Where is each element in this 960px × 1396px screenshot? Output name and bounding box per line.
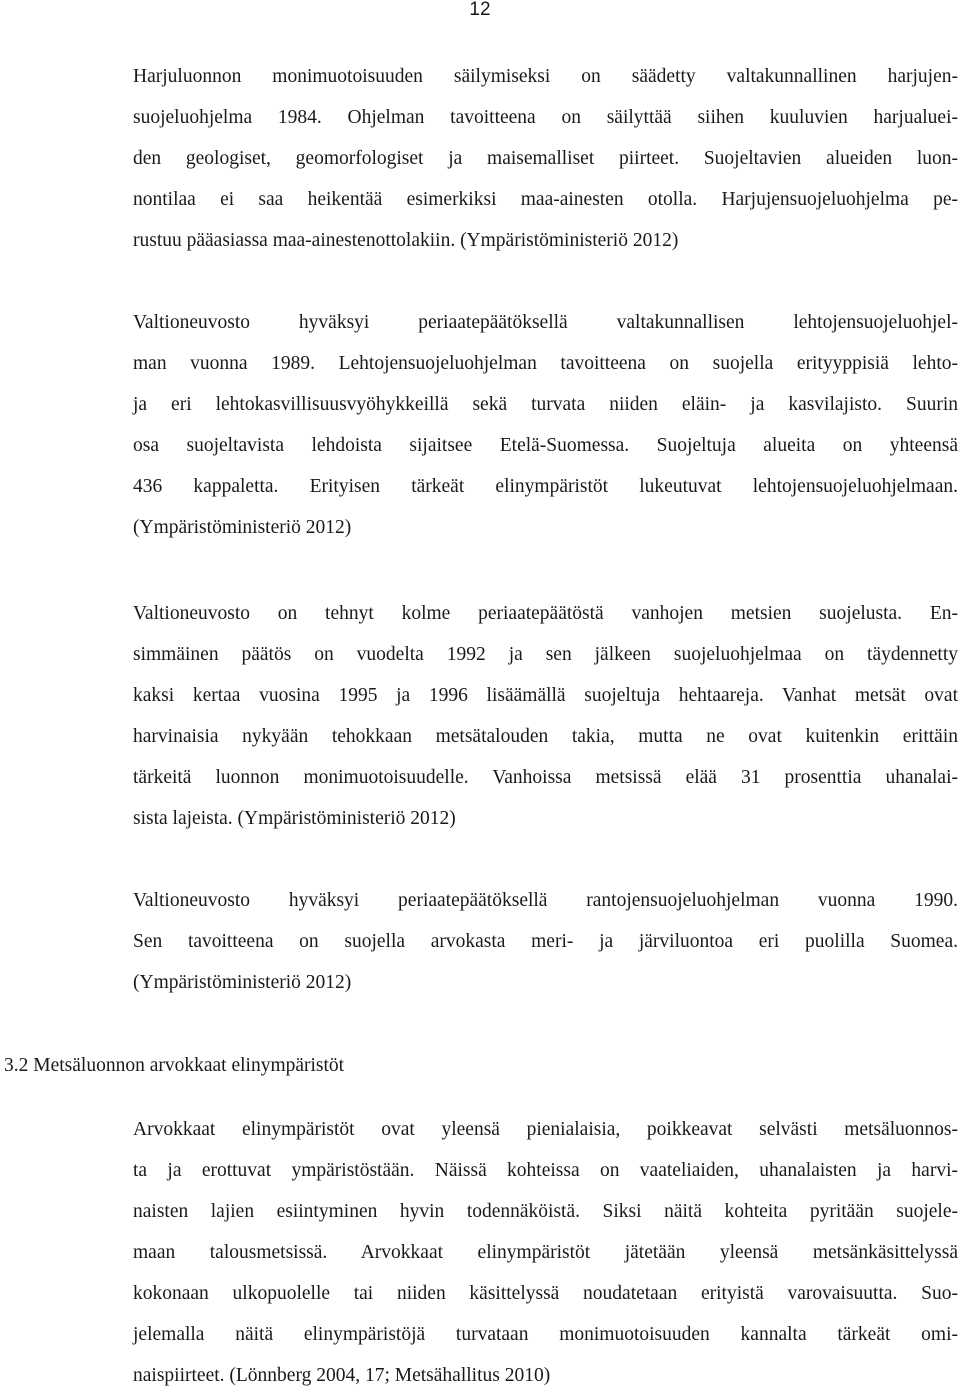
text-line: suojeluohjelma 1984. Ohjelman tavoitteena on säilyttää siihen kuuluvien harjualuei- bbox=[133, 107, 958, 128]
text-line: man vuonna 1989. Lehtojensuojeluohjelman tavoitteena on suojella erityyppisiä lehto- bbox=[133, 353, 958, 374]
paragraph-arvokkaat-elinymparistot bbox=[133, 1109, 958, 1396]
text-line: harvinaisia nykyään tehokkaan metsätalouden takia, mutta ne ovat kuitenkin erittäin bbox=[133, 726, 958, 747]
text-line: kokonaan ulkopuolelle tai niiden käsittelyssä noudatetaan erityistä varovaisuutta. Suo- bbox=[133, 1283, 958, 1304]
text-line: jelemalla näitä elinympäristöjä turvataan monimuotoisuuden kannalta tärkeät omi- bbox=[133, 1324, 958, 1345]
paragraph-harjujensuojeluohjelma bbox=[133, 56, 958, 261]
text-line: (Ympäristöministeriö 2012) bbox=[133, 972, 352, 993]
text-line: maan talousmetsissä. Arvokkaat elinympäristöt jätetään yleensä metsänkäsittelyssä bbox=[133, 1242, 958, 1263]
text-line: Valtioneuvosto hyväksyi periaatepäätöksellä valtakunnallisen lehtojensuojeluohjel- bbox=[133, 312, 958, 333]
text-line: den geologiset, geomorfologiset ja maisemalliset piirteet. Suojeltavien alueiden luon- bbox=[133, 148, 958, 169]
text-line: Harjuluonnon monimuotoisuuden säilymiseksi on säädetty valtakunnallinen harjujen- bbox=[133, 66, 958, 87]
text-line: nontilaa ei saa heikentää esimerkiksi maa-ainesten otolla. Harjujensuojeluohjelma pe- bbox=[133, 189, 958, 210]
paragraph-lehtojensuojeluohjelma bbox=[133, 302, 958, 548]
text-line: tärkeitä luonnon monimuotoisuudelle. Vanhoissa metsissä elää 31 prosenttia uhanalai- bbox=[133, 767, 958, 788]
text-line: sista lajeista. (Ympäristöministeriö 2012) bbox=[133, 808, 456, 829]
text-line: Sen tavoitteena on suojella arvokasta meri- ja järviluontoa eri puolilla Suomea. bbox=[133, 931, 958, 952]
text-line: Valtioneuvosto hyväksyi periaatepäätöksellä rantojensuojeluohjelman vuonna 1990. bbox=[133, 890, 958, 911]
text-line: ja eri lehtokasvillisuusvyöhykkeillä sekä turvata niiden eläin- ja kasvilajisto. Suurin bbox=[133, 394, 958, 415]
page-number: 12 bbox=[469, 0, 491, 20]
text-line: 436 kappaletta. Erityisen tärkeät elinympäristöt lukeutuvat lehtojensuojeluohjelmaan. bbox=[133, 476, 958, 497]
text-line: Valtioneuvosto on tehnyt kolme periaatepäätöstä vanhojen metsien suojelusta. En- bbox=[133, 603, 958, 624]
text-line: osa suojeltavista lehdoista sijaitsee Etelä-Suomessa. Suojeltuja alueita on yhteensä bbox=[133, 435, 958, 456]
text-line: kaksi kertaa vuosina 1995 ja 1996 lisäämällä suojeltuja hehtaareja. Vanhat metsät ovat bbox=[133, 685, 958, 706]
paragraph-vanhat-metsat bbox=[133, 593, 958, 839]
section-heading: 3.2 Metsäluonnon arvokkaat elinympäristöt bbox=[4, 1055, 345, 1076]
text-line: ta ja erottuvat ympäristöstään. Näissä kohteissa on vaateliaiden, uhanalaisten ja harvi- bbox=[133, 1160, 958, 1181]
text-line: (Ympäristöministeriö 2012) bbox=[133, 517, 352, 538]
text-line: Arvokkaat elinympäristöt ovat yleensä pienialaisia, poikkeavat selvästi metsäluonnos- bbox=[133, 1119, 958, 1140]
text-line: simmäinen päätös on vuodelta 1992 ja sen jälkeen suojeluohjelmaa on täydennetty bbox=[133, 644, 958, 665]
text-line: naisten lajien esiintyminen hyvin todennäköistä. Siksi näitä kohteita pyritään suojele- bbox=[133, 1201, 958, 1222]
text-line: rustuu pääasiassa maa-ainestenottolakiin. (Ympäristöministeriö 2012) bbox=[133, 230, 679, 251]
paragraph-rantojensuojeluohjelma bbox=[133, 880, 958, 1003]
text-line: naispiirteet. (Lönnberg 2004, 17; Metsähallitus 2010) bbox=[133, 1365, 551, 1386]
